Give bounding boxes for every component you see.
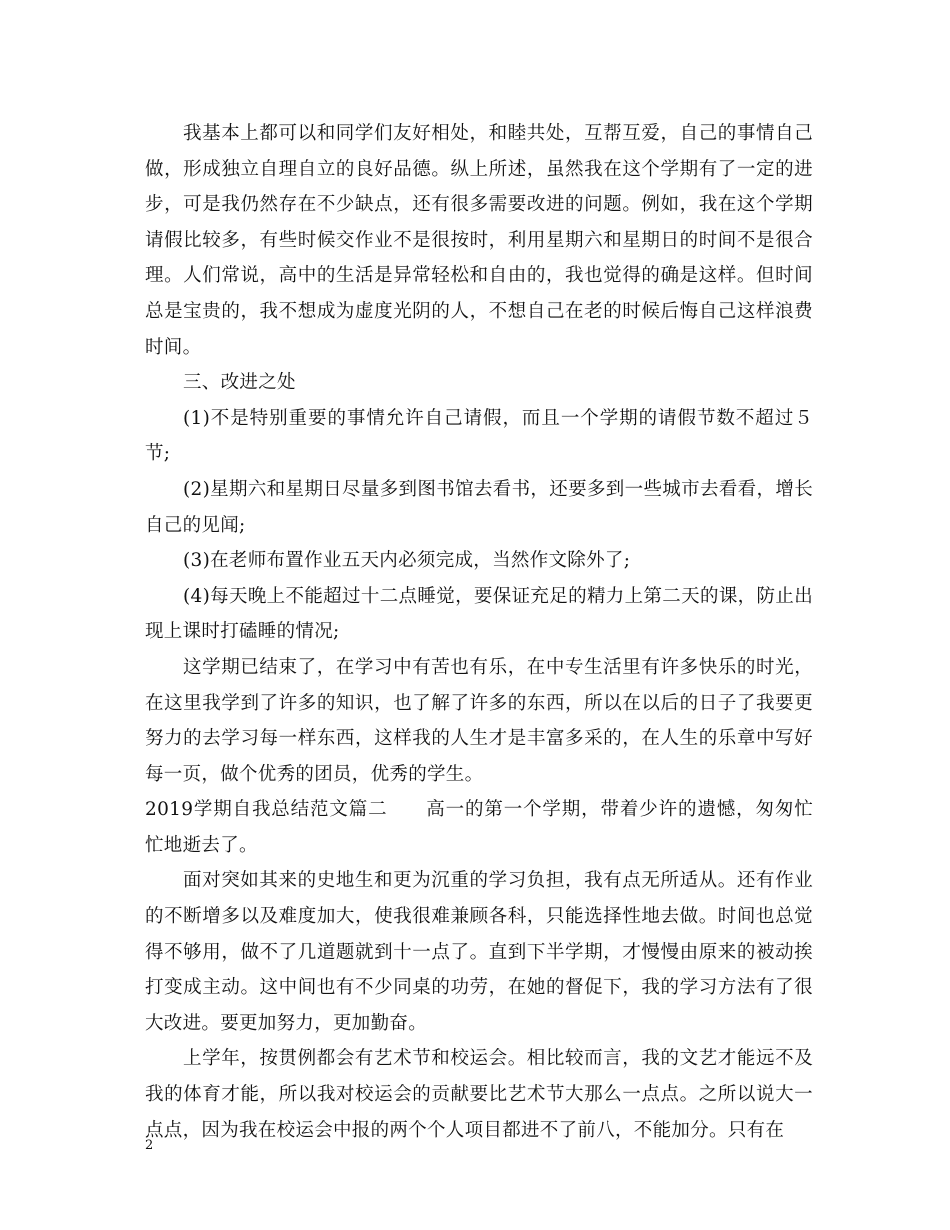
- improvement-item-2: (2)星期六和星期日尽量多到图书馆去看书，还要多到一些城市去看看，增长自己的见闻;: [145, 478, 813, 536]
- paragraph-art-sports: 上学年，按贯例都会有艺术节和校运会。相比较而言，我的文艺才能远不及我的体育才能，所以我对校运会的贡献要比艺术节大那么一点点。之所以说大一点点，因为我在校运会中报的两个个人项目都进不了前八，不能加分。只有在: [145, 1048, 813, 1141]
- paragraph-semester-end: 这学期已结束了，在学习中有苦也有乐，在中专生活里有许多快乐的时光，在这里我学到了许多的知识，也了解了许多的东西，所以在以后的日子了我要更努力的去学习每一样东西，这样我的人生才是丰富多采的，在人生的乐章中写好每一页，做个优秀的团员，优秀的学生。: [145, 656, 813, 785]
- improvement-item-4: (4)每天晚上不能超过十二点睡觉，要保证充足的精力上第二天的课，防止出现上课时打磕睡的情况;: [145, 585, 813, 643]
- section-heading-improvements: 三、改进之处: [183, 372, 296, 394]
- essay-two-heading: 2019学期自我总结范文篇二 高一的第一个学期，带着少许的遗憾，匆匆忙忙地逝去了。: [145, 799, 813, 856]
- document-body: [145, 116, 813, 1148]
- paragraph-behavior-summary: 我基本上都可以和同学们友好相处，和睦共处，互帮互爱，自己的事情自己做，形成独立自理自立的良好品德。纵上所述，虽然我在这个学期有了一定的进步，可是我仍然存在不少缺点，还有很多需要改进的问题。例如，我在这个学期请假比较多，有些时候交作业不是很按时，利用星期六和星期日的时间不是很合理。人们常说，高中的生活是异常轻松和自由的，我也觉得的确是这样。但时间总是宝贵的，我不想成为虚度光阴的人，不想自己在老的时候后悔自己这样浪费时间。: [145, 123, 813, 358]
- improvement-item-3: (3)在老师布置作业五天内必须完成，当然作文除外了;: [183, 550, 631, 572]
- improvement-item-1: (1)不是特别重要的事情允许自己请假，而且一个学期的请假节数不超过５节;: [145, 407, 813, 465]
- paragraph-study-burden: 面对突如其来的史地生和更为沉重的学习负担，我有点无所适从。还有作业的不断增多以及难度加大，使我很难兼顾各科，只能选择性地去做。时间也总觉得不够用，做不了几道题就到十一点了。直到下半学期，才慢慢由原来的被动挨打变成主动。这中间也有不少同桌的功劳，在她的督促下，我的学习方法有了很大改进。要更加努力，更加勤奋。: [145, 870, 813, 1034]
- page-number: 2: [145, 1138, 154, 1153]
